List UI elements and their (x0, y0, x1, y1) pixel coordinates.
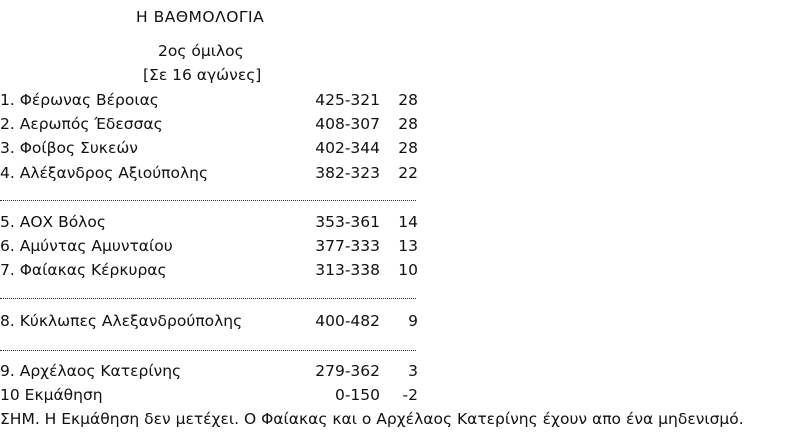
team-points: -2 (402, 386, 418, 404)
table-row (0, 236, 430, 260)
team-score: 382-323 (315, 164, 380, 182)
team-name: 1. Φέρωνας Βέροιας (0, 91, 159, 109)
team-score: 425-321 (315, 91, 380, 109)
table-row (0, 260, 430, 284)
team-points: 28 (398, 139, 418, 157)
team-score: 402-344 (315, 139, 380, 157)
team-name: 4. Αλέξανδρος Αξιούπολης (0, 164, 209, 182)
team-points: 28 (398, 115, 418, 133)
team-name: 6. Αμύντας Αμυνταίου (0, 237, 173, 255)
team-name: 2. Αερωπός Έδεσσας (0, 115, 163, 133)
team-points: 13 (398, 237, 418, 255)
team-score: 400-482 (315, 312, 380, 330)
table-row (0, 361, 430, 385)
team-name: 7. Φαίακας Κέρκυρας (0, 261, 167, 279)
team-points: 3 (408, 362, 418, 380)
team-points: 28 (398, 91, 418, 109)
separator-line (0, 298, 416, 299)
team-name: 8. Κύκλωπες Αλεξανδρούπολης (0, 312, 243, 330)
games-count: [Σε 16 αγώνες] (143, 66, 262, 84)
team-points: 10 (398, 261, 418, 279)
table-row (0, 138, 430, 162)
team-name: 5. ΑΟΧ Βόλος (0, 213, 106, 231)
table-row (0, 163, 430, 187)
table-row (0, 90, 430, 114)
separator-line (0, 350, 416, 351)
team-score: 279-362 (315, 362, 380, 380)
separator-line (0, 200, 416, 201)
team-points: 22 (398, 164, 418, 182)
team-score: 377-333 (315, 237, 380, 255)
table-row (0, 385, 430, 409)
team-points: 9 (408, 312, 418, 330)
group-label: 2ος όμιλος (158, 42, 244, 60)
team-score: 408-307 (315, 115, 380, 133)
team-points: 14 (398, 213, 418, 231)
table-row (0, 311, 430, 335)
footnote: ΣΗΜ. Η Εκμάθηση δεν μετέχει. Ο Φαίακας και ο Αρχέλαος Κατερίνης έχουν απο ένα μηδενισμό. (0, 410, 744, 428)
team-name: 9. Αρχέλαος Κατερίνης (0, 362, 182, 380)
team-score: 0-150 (334, 386, 380, 404)
team-name: 3. Φοίβος Συκεών (0, 139, 138, 157)
team-score: 313-338 (315, 261, 380, 279)
team-name: 10 Εκμάθηση (0, 386, 103, 404)
table-row (0, 114, 430, 138)
standings-title: Η ΒΑΘΜΟΛΟΓΙΑ (136, 8, 265, 26)
table-row (0, 212, 430, 236)
team-score: 353-361 (315, 213, 380, 231)
